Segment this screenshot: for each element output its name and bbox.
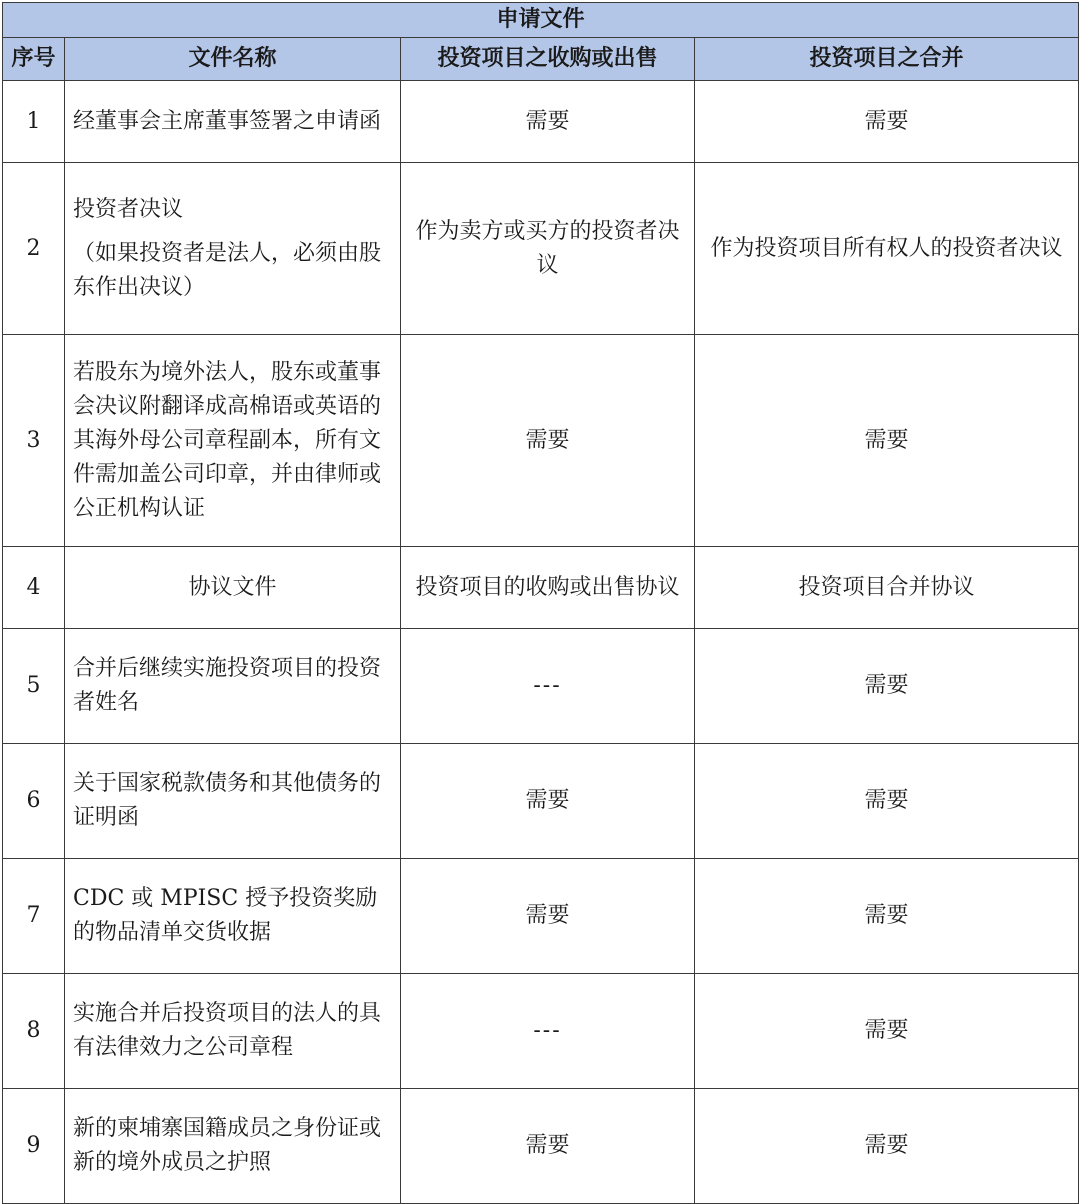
row-seq: 6	[3, 744, 65, 859]
row-merger: 需要	[695, 744, 1079, 859]
table-row	[3, 547, 1079, 629]
application-documents-table	[2, 2, 1079, 1204]
row-doc-name: 关于国家税款债务和其他债务的证明函	[65, 744, 401, 859]
row-merger: 需要	[695, 1089, 1079, 1204]
table-row	[3, 81, 1079, 163]
table-title-row	[3, 3, 1079, 38]
row-merger: 作为投资项目所有权人的投资者决议	[695, 163, 1079, 335]
header-merger: 投资项目之合并	[695, 38, 1079, 81]
row-doc-name: 若股东为境外法人，股东或董事会决议附翻译成高棉语或英语的其海外母公司章程副本，所有文件需加盖公司印章，并由律师或公正机构认证	[65, 335, 401, 547]
row-acquisition: 需要	[401, 859, 695, 974]
row-doc-name: 协议文件	[65, 547, 401, 629]
row-doc-name: 实施合并后投资项目的法人的具有法律效力之公司章程	[65, 974, 401, 1089]
table-row	[3, 629, 1079, 744]
table-row	[3, 163, 1079, 335]
table-title: 申请文件	[3, 3, 1079, 38]
row-acquisition: 需要	[401, 335, 695, 547]
row-acquisition: ---	[401, 974, 695, 1089]
row-acquisition: 投资项目的收购或出售协议	[401, 547, 695, 629]
row-merger: 需要	[695, 629, 1079, 744]
row-acquisition: ---	[401, 629, 695, 744]
row-seq: 2	[3, 163, 65, 335]
row-merger: 需要	[695, 859, 1079, 974]
header-name: 文件名称	[65, 38, 401, 81]
header-seq: 序号	[3, 38, 65, 81]
row-seq: 7	[3, 859, 65, 974]
row-merger: 投资项目合并协议	[695, 547, 1079, 629]
row-seq: 4	[3, 547, 65, 629]
table-row	[3, 1089, 1079, 1204]
row-acquisition: 需要	[401, 81, 695, 163]
row-doc-name-cell	[65, 163, 401, 335]
table-row	[3, 859, 1079, 974]
row-seq: 3	[3, 335, 65, 547]
table-row	[3, 744, 1079, 859]
row-doc-note: （如果投资者是法人，必须由股东作出决议）	[73, 240, 382, 300]
row-merger: 需要	[695, 974, 1079, 1089]
row-acquisition: 需要	[401, 1089, 695, 1204]
row-doc-name: 新的柬埔寨国籍成员之身份证或新的境外成员之护照	[65, 1089, 401, 1204]
table-header-row	[3, 38, 1079, 81]
row-seq: 5	[3, 629, 65, 744]
row-doc-name: 经董事会主席董事签署之申请函	[65, 81, 401, 163]
row-doc-name: 投资者决议	[73, 196, 184, 222]
row-doc-name: 合并后继续实施投资项目的投资者姓名	[65, 629, 401, 744]
header-acquisition: 投资项目之收购或出售	[401, 38, 695, 81]
row-merger: 需要	[695, 335, 1079, 547]
row-doc-name: CDC 或 MPISC 授予投资奖励的物品清单交货收据	[65, 859, 401, 974]
table-row	[3, 335, 1079, 547]
row-seq: 9	[3, 1089, 65, 1204]
row-acquisition: 作为卖方或买方的投资者决议	[401, 163, 695, 335]
row-acquisition: 需要	[401, 744, 695, 859]
row-seq: 1	[3, 81, 65, 163]
row-seq: 8	[3, 974, 65, 1089]
row-merger: 需要	[695, 81, 1079, 163]
table-row	[3, 974, 1079, 1089]
